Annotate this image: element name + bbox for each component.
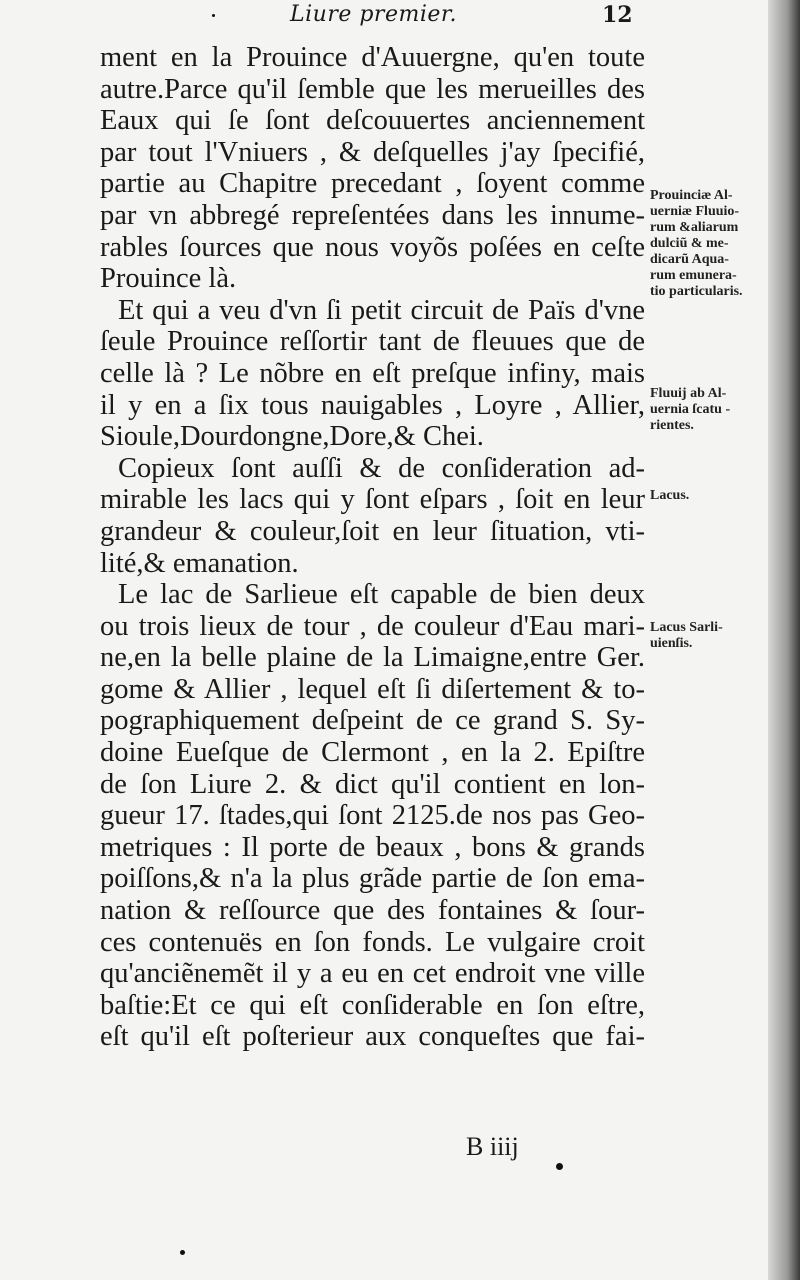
text-line: ſeule Prouince reſſortir tant de fleuues que de — [100, 326, 645, 358]
text-line: gome & Allier , lequel eſt ſi diſertement & to- — [100, 673, 645, 705]
text-line: doine Eueſque de Clermont , en la 2. Epiſtre — [100, 737, 645, 769]
ink-speck — [212, 14, 215, 17]
text-line: celle là ? Le nõbre en eſt preſque infiny, mais — [100, 357, 645, 389]
text-line: il y en a ſix tous nauigables , Loyre , Allier, — [100, 389, 645, 421]
text-line: ces contenuës en ſon fonds. Le vulgaire croit — [100, 926, 645, 958]
margin-note-line: Fluuij ab Al- — [650, 386, 727, 401]
margin-note-line: Lacus. — [650, 488, 690, 503]
text-line: de ſon Liure 2. & dict qu'il contient en lon- — [100, 768, 645, 800]
margin-note-line: uernia ſcatu - — [650, 402, 731, 417]
text-line: lité,& emanation. — [100, 547, 299, 579]
page-edge-shadow — [768, 0, 800, 1280]
margin-note-line: dicarũ Aqua- — [650, 252, 729, 267]
margin-note-line: Lacus Sarli- — [650, 620, 723, 635]
text-line: pographiquement deſpeint de ce grand S. Sy- — [100, 705, 645, 737]
ink-speck — [556, 1163, 563, 1170]
margin-note-line: uerniæ Fluuio- — [650, 204, 740, 219]
text-line: metriques : Il porte de beaux , bons & grands — [100, 831, 645, 863]
signature-mark: B iiij — [466, 1132, 519, 1161]
text-line: ne,en la belle plaine de la Limaigne,entre Ger. — [100, 642, 645, 674]
text-line: Prouince là. — [100, 263, 237, 295]
text-line: partie au Chapitre precedant , ſoyent comme — [100, 168, 645, 200]
ink-speck — [180, 1250, 185, 1255]
text-line: Eaux qui ſe ſont deſcouuertes anciennement — [100, 105, 645, 137]
margin-note — [650, 488, 772, 504]
text-line: ment en la Prouince d'Auuergne, qu'en toute — [100, 42, 645, 73]
margin-note-line: tio particularis. — [650, 284, 743, 299]
text-line: Le lac de Sarlieue eſt capable de bien deux — [118, 579, 645, 611]
margin-note — [650, 620, 772, 652]
margin-note-line: rientes. — [650, 418, 694, 433]
text-line: par tout l'Vniuers , & deſquelles j'ay ſpecifié, — [100, 136, 645, 168]
margin-note-line: dulciũ & me- — [650, 236, 729, 251]
text-line: rables ſources que nous voyõs poſées en ceſte — [100, 231, 645, 263]
text-line: Et qui a veu d'vn ſi petit circuit de Païs d'vne — [118, 294, 645, 326]
page-header — [290, 2, 633, 38]
margin-note-line: rum &aliarum — [650, 220, 739, 235]
text-line: baſtie:Et ce qui eſt conſiderable en ſon eſtre, — [100, 989, 645, 1021]
text-line: qu'anciẽnemẽt il y a eu en cet endroit vne ville — [100, 958, 645, 990]
text-line: nation & reſſource que des fontaines & ſour- — [100, 895, 645, 927]
running-title: Liure premier. — [290, 2, 457, 27]
text-line: grandeur & couleur,ſoit en leur ſituation, vti- — [100, 515, 645, 547]
text-line: ou trois lieux de tour , de couleur d'Eau mari- — [100, 610, 645, 642]
text-line: mirable les lacs qui y ſont eſpars , ſoit en leur — [100, 484, 645, 516]
margin-note-line: Prouinciæ Al- — [650, 188, 733, 203]
text-line: par vn abbregé repreſentées dans les innume- — [100, 199, 645, 231]
page-number: 12 — [602, 2, 633, 28]
text-line: autre.Parce qu'il ſemble que les merueilles des — [100, 73, 645, 105]
main-text-block — [100, 42, 645, 1053]
margin-note-line: uienſis. — [650, 636, 693, 651]
margin-note — [650, 188, 772, 300]
text-line: gueur 17. ſtades,qui ſont 2125.de nos pas Geo- — [100, 800, 645, 832]
margin-note — [650, 386, 772, 434]
text-line: Copieux ſont auſſi & de conſideration ad- — [118, 452, 645, 484]
text-line: poiſſons,& n'a la plus grãde partie de ſon ema- — [100, 863, 645, 895]
margin-note-line: rum emunera- — [650, 268, 737, 283]
text-line: Sioule,Dourdongne,Dore,& Chei. — [100, 421, 484, 453]
text-line: eſt qu'il eſt poſterieur aux conqueſtes que fai- — [100, 1021, 645, 1053]
